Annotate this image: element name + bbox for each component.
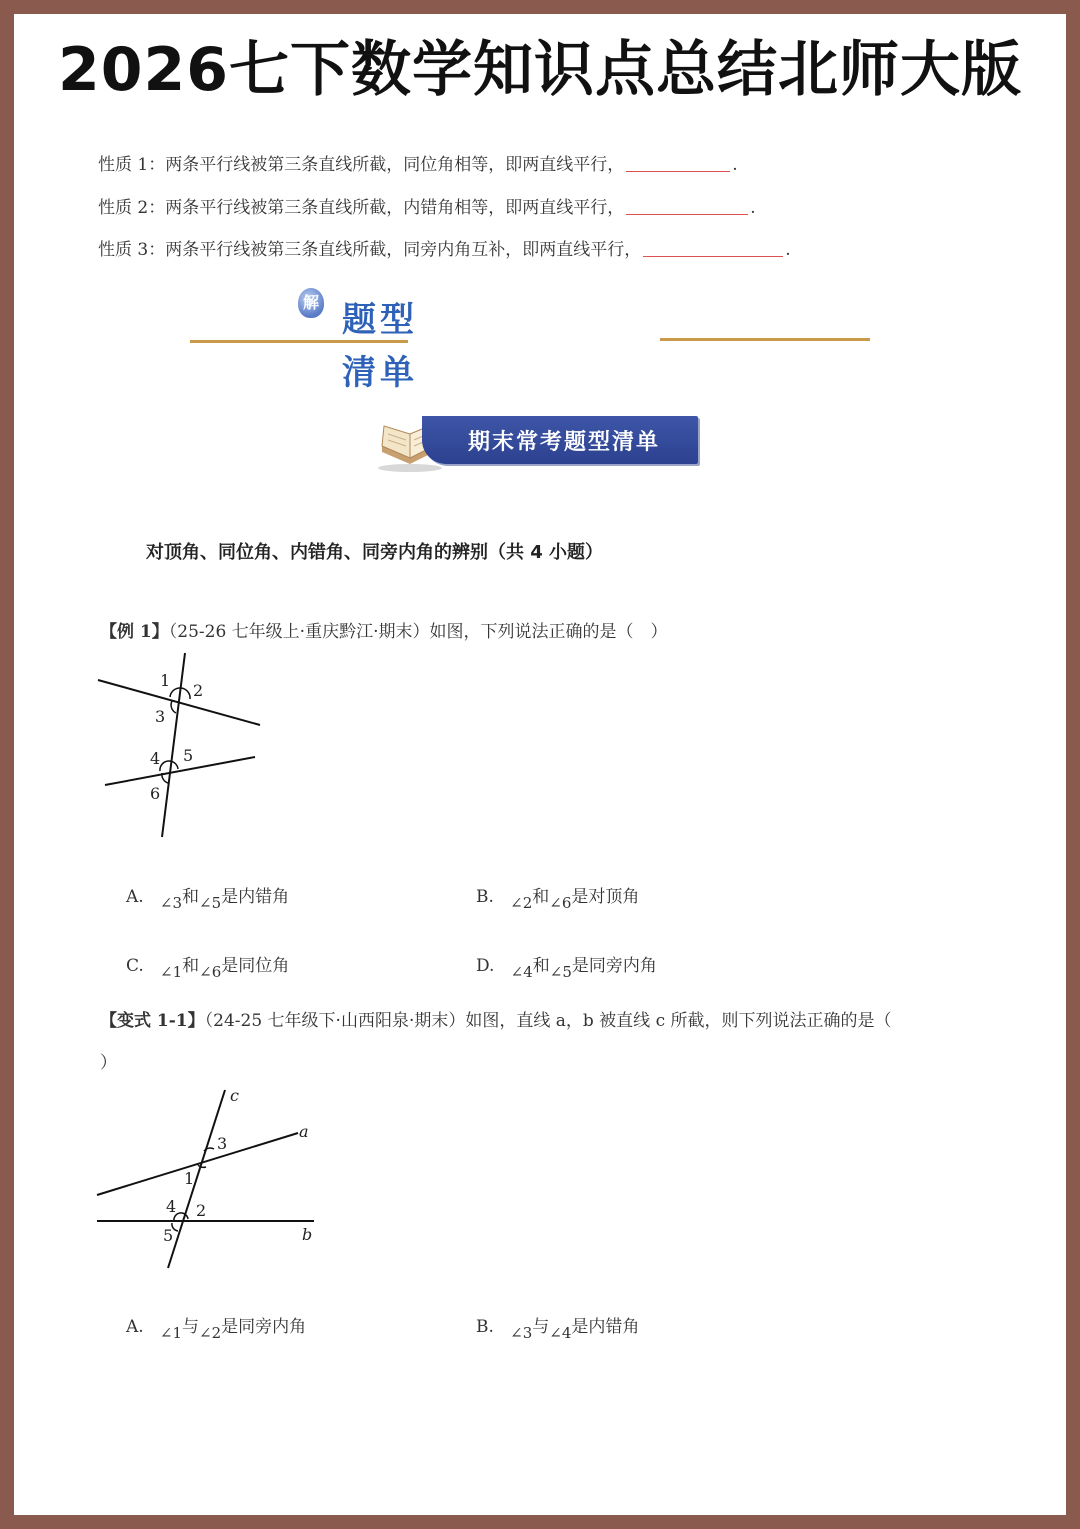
option-desc: 是同旁内角: [571, 956, 657, 976]
option-desc: 是对顶角: [571, 887, 640, 907]
property-2: 性质 2：两条平行线被第三条直线所截，内错角相等，即两直线平行， .: [98, 198, 756, 218]
fig2-label-3: 3: [217, 1134, 228, 1153]
option-conj: 和: [182, 956, 200, 976]
option-desc: 是内错角: [571, 1317, 640, 1337]
angle-symbol: ∠6: [199, 963, 222, 981]
angle-symbol: ∠1: [159, 1324, 183, 1342]
variant-1-1-question: [100, 1006, 892, 1031]
property-3: 性质 3：两条平行线被第三条直线所截，同旁内角互补，即两直线平行， .: [98, 240, 791, 260]
example-1-question: [100, 617, 667, 642]
option-letter: B.: [476, 887, 494, 907]
angle-symbol: ∠3: [510, 1324, 533, 1342]
option-letter: D.: [476, 956, 495, 976]
fig2-label-1: 1: [184, 1169, 195, 1188]
angle-symbol: ∠3: [159, 894, 183, 912]
line-c: [168, 1090, 228, 1268]
property-1: 性质 1：两条平行线被第三条直线所截，同位角相等，即两直线平行， .: [98, 155, 738, 175]
fig2-label-c: c: [230, 1086, 239, 1105]
answer-blank-1[interactable]: [626, 170, 730, 172]
angle-symbol: ∠5: [199, 894, 222, 912]
fig1-label-5: 5: [183, 746, 194, 765]
example-1-option-b[interactable]: [476, 882, 639, 912]
variant-1-1-text: （24-25 七年级下·山西阳泉·期末）如图，直线 a，b 被直线 c 所截，则下列说法正确的是（: [204, 1011, 892, 1031]
page-title: 2026七下数学知识点总结北师大版: [58, 35, 1022, 105]
gold-rule-right: [660, 338, 870, 341]
section-label-line1: 题型: [342, 300, 418, 340]
option-desc: 是内错角: [221, 887, 290, 907]
angle-symbol: ∠5: [549, 963, 572, 981]
property-2-text: 性质 2：两条平行线被第三条直线所截，内错角相等，即两直线平行，: [98, 198, 625, 218]
example-1-tag: 【例 1】: [100, 622, 169, 642]
angle-symbol: ∠2: [510, 894, 533, 912]
fig2-label-a: a: [299, 1122, 309, 1141]
property-3-text: 性质 3：两条平行线被第三条直线所截，同旁内角互补，即两直线平行，: [98, 240, 642, 260]
example-1-option-d[interactable]: [476, 951, 657, 981]
angle-symbol: ∠6: [549, 894, 572, 912]
option-letter: A.: [126, 887, 144, 907]
variant-1-1-option-a[interactable]: [126, 1312, 306, 1342]
fig2-label-b: b: [302, 1225, 313, 1244]
example-1-text: （25-26 七年级上·重庆黔江·期末）如图，下列说法正确的是（ ）: [168, 622, 668, 642]
property-1-text: 性质 1：两条平行线被第三条直线所截，同位角相等，即两直线平行，: [98, 155, 625, 175]
solution-icon: 解: [298, 288, 324, 318]
section-label-line2: 清单: [342, 353, 418, 393]
option-letter: A.: [126, 1317, 144, 1337]
fig1-label-4: 4: [150, 749, 161, 768]
fig1-label-2: 2: [193, 681, 204, 700]
example-1-figure: [90, 645, 270, 845]
gold-rule-left: [190, 340, 408, 343]
answer-blank-2[interactable]: [626, 213, 748, 215]
fig1-label-1: 1: [160, 671, 171, 690]
angle-symbol: ∠4: [510, 963, 533, 981]
banner-exam-question-types: 期末常考题型清单: [422, 416, 698, 464]
fig1-label-3: 3: [155, 707, 166, 726]
fig2-label-2: 2: [196, 1201, 207, 1220]
fig2-label-5: 5: [163, 1226, 174, 1245]
option-conj: 和: [182, 887, 200, 907]
option-desc: 是同旁内角: [221, 1317, 307, 1337]
variant-1-1-question-cont: ）: [100, 1053, 117, 1073]
option-conj: 与: [532, 1317, 550, 1337]
line-a: [97, 1133, 298, 1195]
option-letter: C.: [126, 956, 144, 976]
topic-heading: 对顶角、同位角、内错角、同旁内角的辨别（共 4 小题）: [146, 542, 604, 563]
option-letter: B.: [476, 1317, 494, 1337]
upper-line: [98, 680, 260, 725]
angle-symbol: ∠1: [160, 963, 183, 981]
answer-blank-3[interactable]: [643, 255, 783, 257]
option-conj: 和: [532, 956, 550, 976]
example-1-option-a[interactable]: [126, 882, 289, 912]
variant-1-1-figure: [90, 1085, 330, 1275]
lower-line: [105, 757, 255, 785]
fig1-label-6: 6: [150, 784, 161, 803]
angle-symbol: ∠2: [199, 1324, 222, 1342]
option-conj: 与: [182, 1317, 200, 1337]
option-conj: 和: [532, 887, 550, 907]
example-1-option-c[interactable]: [126, 951, 289, 981]
angle-symbol: ∠4: [549, 1324, 572, 1342]
variant-1-1-tag: 【变式 1-1】: [100, 1011, 205, 1031]
option-desc: 是同位角: [221, 956, 290, 976]
variant-1-1-option-b[interactable]: [476, 1312, 639, 1342]
fig2-label-4: 4: [166, 1197, 177, 1216]
